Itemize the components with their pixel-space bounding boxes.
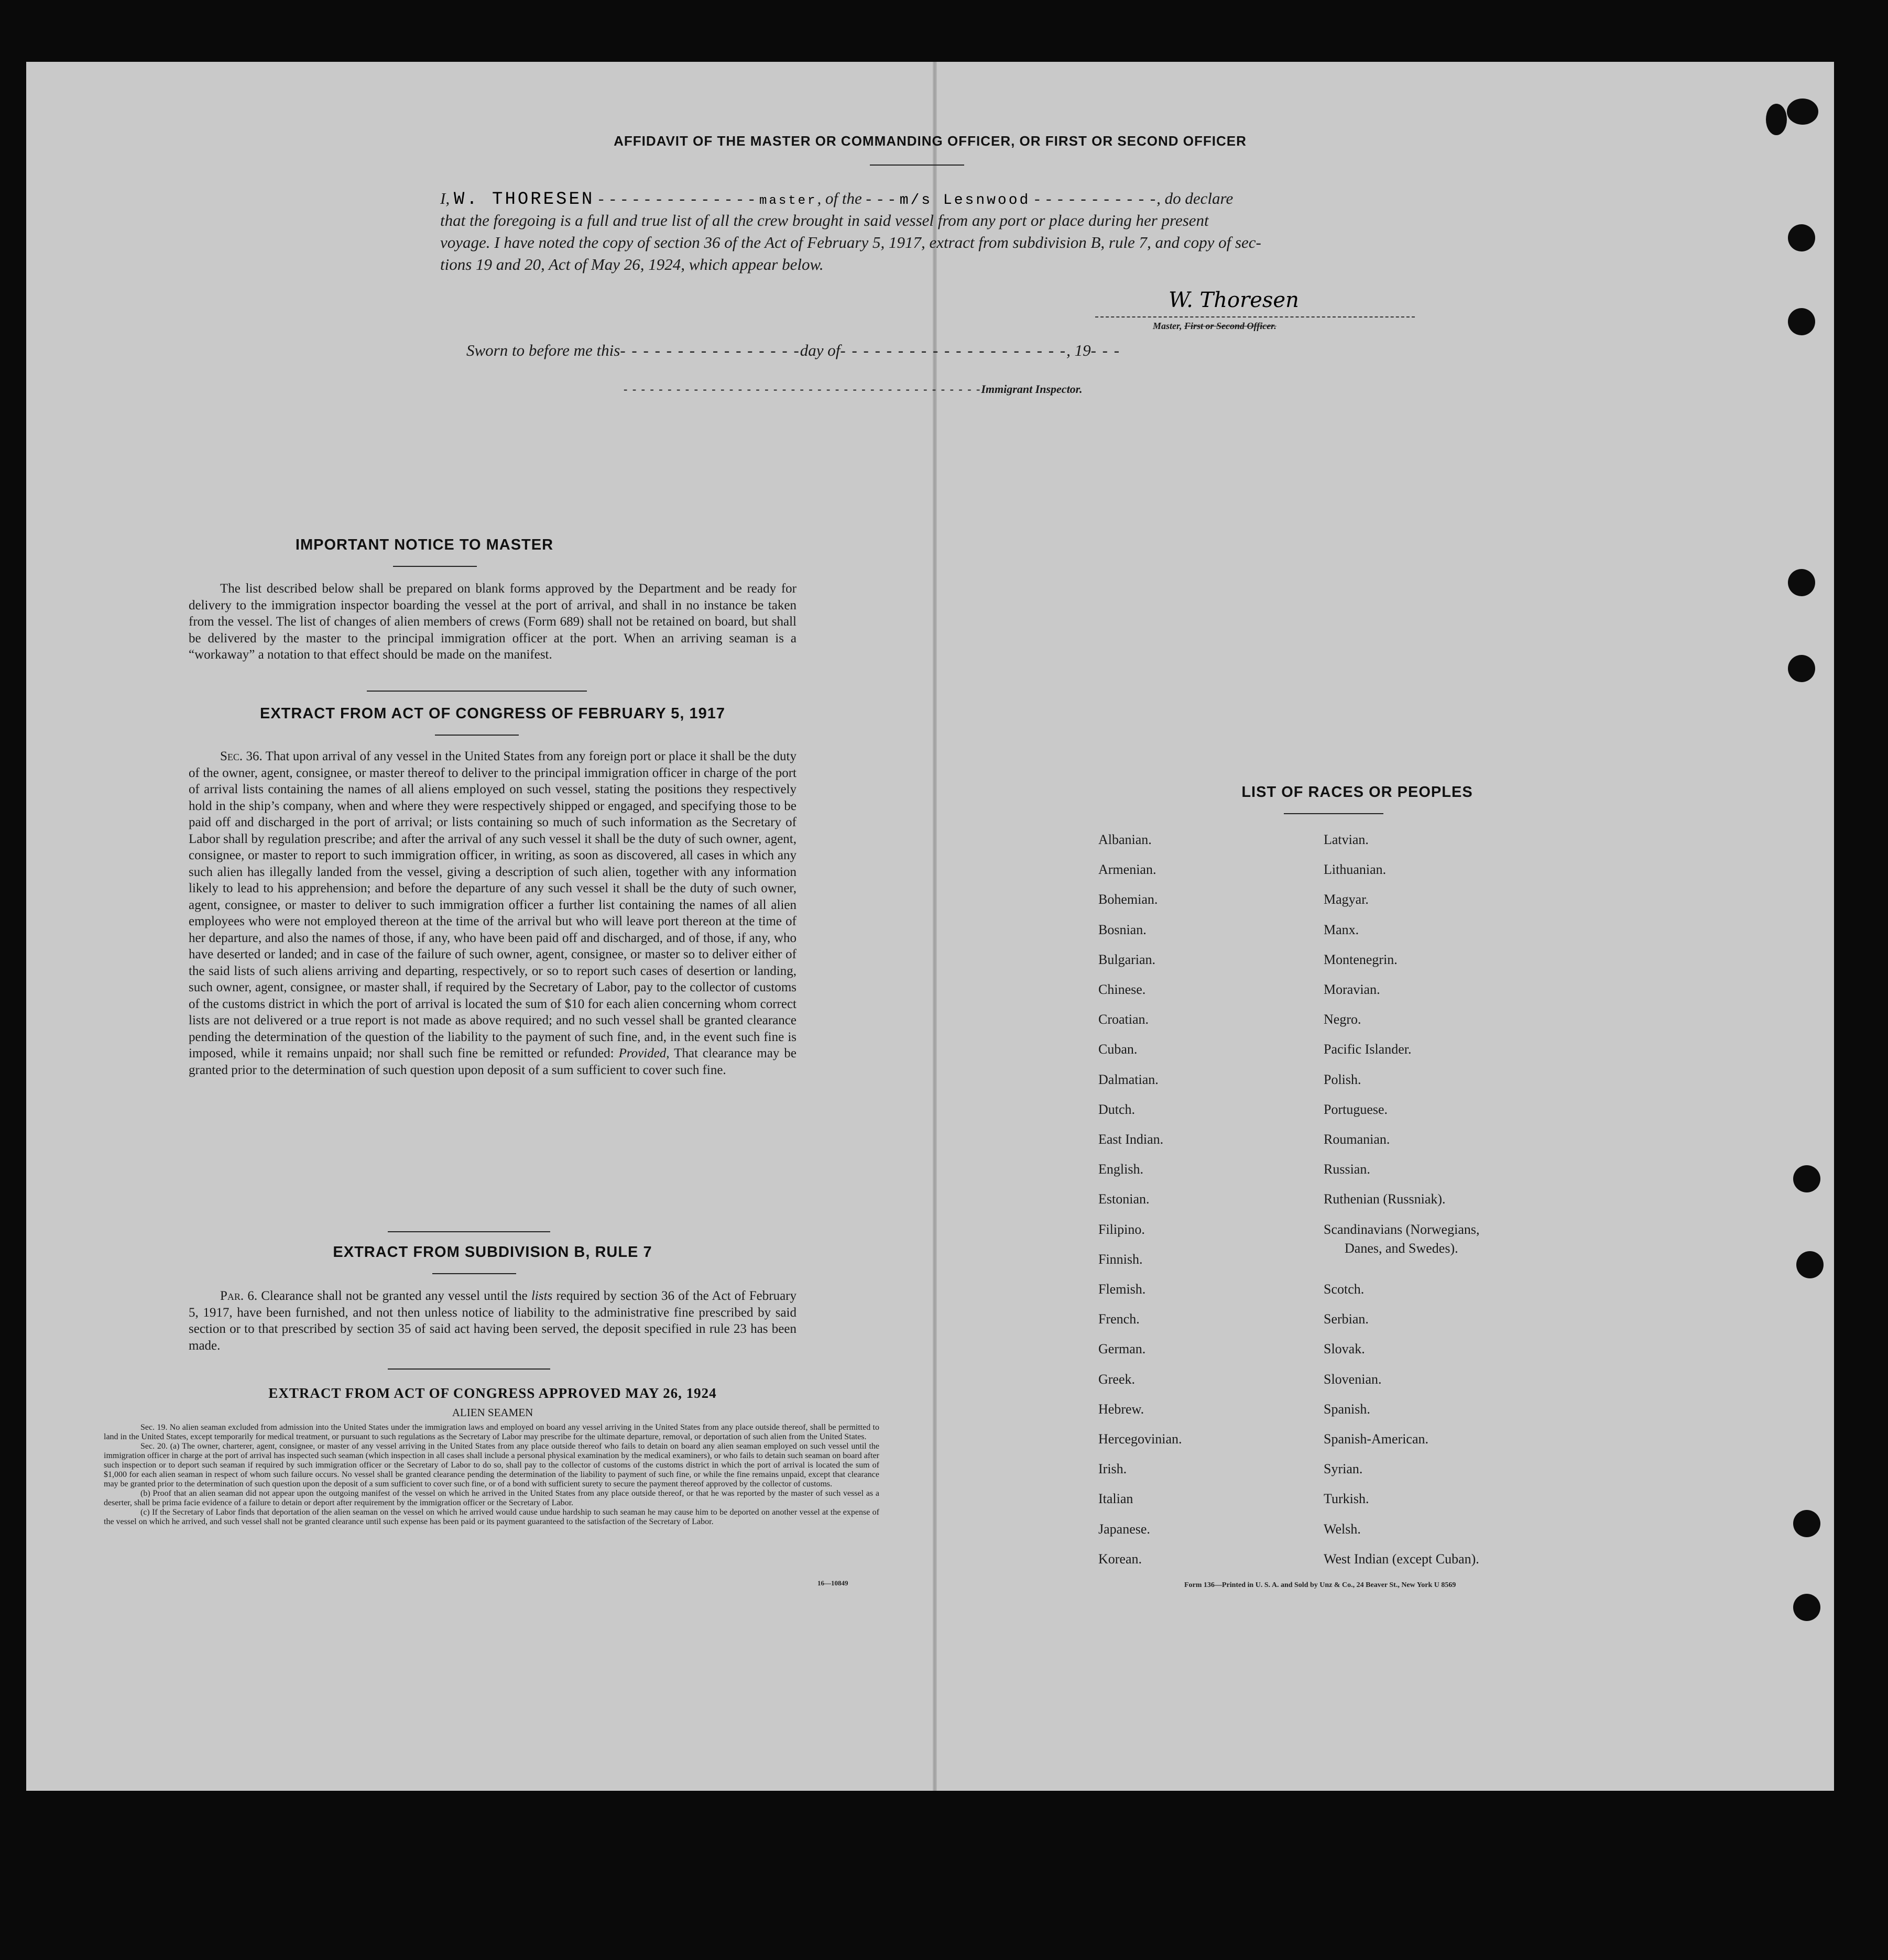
- par-6-label: Par. 6.: [220, 1289, 258, 1303]
- crew-member-name: W. THORESEN: [453, 190, 595, 210]
- race-item: Scotch.: [1324, 1282, 1365, 1297]
- race-item: Magyar.: [1324, 892, 1369, 907]
- race-item: Hercegovinian.: [1098, 1431, 1182, 1447]
- vessel-name: m/s Lesnwood: [899, 192, 1031, 209]
- affidavit-title: AFFIDAVIT OF THE MASTER OR COMMANDING OFFICER, OR FIRST OR SECOND OFFICER: [614, 133, 1247, 149]
- master-signature: W. Thoresen: [1169, 288, 1299, 312]
- punch-hole: [1796, 1251, 1824, 1278]
- race-item: Serbian.: [1324, 1311, 1369, 1327]
- of-the-label: , of the: [817, 189, 862, 207]
- race-item: English.: [1098, 1162, 1143, 1177]
- race-item: German.: [1098, 1341, 1146, 1356]
- provided-body: That clearance may be granted prior to the determination of such question upon deposit of a sum sufficient to cover such fine.: [189, 1046, 796, 1077]
- declaration-line-2: that the foregoing is a full and true list of all the crew brought in said vessel from any port or place during her present: [440, 211, 1209, 229]
- do-declare-label: , do declare: [1156, 189, 1234, 207]
- extract-1917-title: EXTRACT FROM ACT OF CONGRESS OF FEBRUARY 5, 1917: [259, 705, 726, 722]
- form-code: 16—10849: [817, 1579, 848, 1587]
- notice-title: IMPORTANT NOTICE TO MASTER: [295, 536, 554, 553]
- sworn-line: Sworn to before me this- - - - - - - - - - - - - - - -day of- - - - - - - - - - - - - - - - - - - -, 19- - -: [466, 341, 1121, 359]
- i-label: I,: [440, 189, 450, 207]
- race-item: French.: [1098, 1311, 1140, 1327]
- race-item: Flemish.: [1098, 1282, 1146, 1297]
- title-rule: [870, 165, 964, 166]
- declaration-line-4: tions 19 and 20, Act of May 26, 1924, which appear below.: [440, 255, 824, 273]
- race-item: Slovak.: [1324, 1341, 1365, 1356]
- punch-hole: [1788, 655, 1815, 682]
- signature-line: [1095, 316, 1415, 318]
- lists-word: lists: [531, 1289, 553, 1303]
- section-rule: [393, 566, 477, 567]
- blank-line: - - -: [866, 189, 896, 207]
- notice-text: The list described below shall be prepared on blank forms approved by the Department and be ready for delivery to the immigration inspector boarding the vessel at the port of arrival, and shall in no instance be taken from the vessel. The list of changes of alien members of crews (Form 689) shall not be retained on board, but shall be delivered by the master to the principal immigration officer at the port. When an arriving seaman is a “workaway” a notation to that effect should be made on the manifest.: [189, 582, 796, 662]
- punch-hole: [1793, 1165, 1820, 1192]
- race-item: East Indian.: [1098, 1132, 1164, 1147]
- punch-hole: [1766, 104, 1787, 135]
- race-item: Latvian.: [1324, 832, 1369, 847]
- signature-caption: [1153, 321, 1276, 332]
- sworn-day-label: day of: [800, 341, 841, 359]
- race-item: Hebrew.: [1098, 1401, 1144, 1417]
- race-item: Bosnian.: [1098, 922, 1147, 937]
- race-item: Lithuanian.: [1324, 862, 1387, 877]
- race-item: Dutch.: [1098, 1102, 1136, 1117]
- race-item: Ruthenian (Russniak).: [1324, 1191, 1446, 1207]
- races-title: LIST OF RACES OR PEOPLES: [1241, 784, 1473, 801]
- inspector-label: Immigrant Inspector.: [981, 382, 1083, 396]
- race-item: Polish.: [1324, 1072, 1361, 1087]
- race-item: West Indian (except Cuban).: [1324, 1551, 1479, 1567]
- punch-hole: [1788, 569, 1815, 596]
- sworn-prefix: Sworn to before me this: [466, 341, 620, 359]
- race-item: Italian: [1098, 1491, 1133, 1506]
- rule7-text: Par. 6. Clearance shall not be granted any vessel until the lists required by section 36 of the Act of February 5, 1917, have been furnished, and not then unless notice of liability to the administrative fine prescribed by said section or to that prescribed by section 35 of said act having been served, the deposit specified in rule 23 has been made.: [189, 1289, 797, 1353]
- race-item: Turkish.: [1324, 1491, 1369, 1506]
- punch-hole: [1793, 1510, 1820, 1537]
- sworn-year-label: , 19: [1066, 341, 1091, 359]
- race-item: Bulgarian.: [1098, 952, 1156, 967]
- race-item: Finnish.: [1098, 1252, 1143, 1267]
- race-item: Scandinavians (Norwegians,: [1324, 1222, 1480, 1237]
- sec-19-text: Sec. 19. No alien seaman excluded from admission into the United States under the immigration laws and employed on board any vessel arriving in the United States from any place outside thereof, shall be permitted to land in the United States, except temporarily for medical treatment, or pursuant to such regulations as the Secretary of Labor may prescribe for the ultimate departure, removal, or deportation of such alien from the United States.: [104, 1423, 879, 1441]
- page-seam: [933, 62, 937, 1791]
- sec-20a-text: Sec. 20. (a) The owner, charterer, agent, consignee, or master of any vessel arriving in the United States from any place outside thereof who fails to detain on board any alien seaman employed on such vessel until the immigration officer in charge at the port of arrival has inspected such seaman (which inspection in all cases shall include a personal physical examination by the medical examiners), or who fails to detain such seaman on board after such inspection or to deport such seaman if required by such immigration officer or the Secretary of Labor to do so, shall pay to the collector of customs of the customs district in which the port of arrival is located the sum of $1,000 for each alien seaman in respect of whom such failure occurs. No vessel shall be granted clearance pending the determination of the liability to payment of such fine, or while the fine remains unpaid, except that clearance may be granted prior to the determination of such question upon the deposit of a sum sufficient to cover such fine, or of a bond with sufficient surety to secure the payment thereof approved by the collector of customs.: [104, 1442, 879, 1488]
- rule7-title: EXTRACT FROM SUBDIVISION B, RULE 7: [333, 1244, 652, 1261]
- race-item: Filipino.: [1098, 1222, 1145, 1237]
- race-item: Negro.: [1324, 1012, 1361, 1027]
- race-item: Greek.: [1098, 1372, 1136, 1387]
- race-item: Spanish-American.: [1324, 1431, 1429, 1447]
- race-item: Estonian.: [1098, 1191, 1150, 1207]
- race-item: Russian.: [1324, 1162, 1370, 1177]
- declaration-line-3: voyage. I have noted the copy of section 36 of the Act of February 5, 1917, extract from subdivision B, rule 7, and copy of sec-: [440, 233, 1261, 251]
- race-item: Croatian.: [1098, 1012, 1149, 1027]
- race-item: Cuban.: [1098, 1042, 1138, 1057]
- race-item: Pacific Islander.: [1324, 1042, 1412, 1057]
- race-item: Japanese.: [1098, 1521, 1150, 1537]
- race-item: Albanian.: [1098, 832, 1152, 847]
- punch-hole: [1793, 1594, 1820, 1621]
- race-item: Welsh.: [1324, 1521, 1361, 1537]
- struck-officer-label: First or Second Officer.: [1184, 321, 1276, 331]
- sec-20b-text: (b) Proof that an alien seaman did not appear upon the outgoing manifest of the vessel on which he arrived in the United States from any place outside thereof, or that he was reported by the master of such vessel as a deserter, shall be prima facie evidence of a failure to detain or deport after requirement by the immigration officer or the Secretary of Labor.: [104, 1489, 879, 1507]
- declaration-line-1: [440, 188, 1446, 212]
- rank-entry: master: [759, 194, 817, 208]
- extract-1924-title: EXTRACT FROM ACT OF CONGRESS APPROVED MAY 26, 1924: [268, 1385, 717, 1401]
- race-item: Manx.: [1324, 922, 1359, 937]
- inspector-line: - - - - - - - - - - - - - - - - - - - - - - - - - - - - - - - - - - - - - - - - -Immigrant Inspector.: [624, 382, 1083, 396]
- race-item: Roumanian.: [1324, 1132, 1390, 1147]
- master-label: Master,: [1153, 321, 1182, 331]
- punch-hole: [1787, 98, 1818, 125]
- sec-36-label: Sec. 36.: [220, 749, 263, 763]
- race-item: Syrian.: [1324, 1461, 1363, 1476]
- race-item: Bohemian.: [1098, 892, 1158, 907]
- blank-line: - - - - - - - - - - -: [1034, 189, 1157, 207]
- document-page: [26, 62, 1834, 1791]
- punch-hole: [1788, 224, 1815, 251]
- section-rule: [388, 1231, 550, 1232]
- form-printer-footer: Form 136—Printed in U. S. A. and Sold by Unz & Co., 24 Beaver St., New York U 8569: [1184, 1581, 1456, 1589]
- race-item: Moravian.: [1324, 982, 1380, 997]
- race-item: Chinese.: [1098, 982, 1146, 997]
- section-rule: [388, 1368, 550, 1370]
- extract-1917-text: [189, 748, 796, 1078]
- section-rule: [435, 735, 519, 736]
- race-item: Irish.: [1098, 1461, 1127, 1476]
- section-rule: [432, 1273, 516, 1274]
- race-item: Montenegrin.: [1324, 952, 1398, 967]
- race-item: Danes, and Swedes).: [1345, 1241, 1458, 1256]
- race-item: Portuguese.: [1324, 1102, 1388, 1117]
- alien-seamen-subtitle: ALIEN SEAMEN: [452, 1406, 533, 1419]
- sec-36-body: That upon arrival of any vessel in the United States from any foreign port or place it shall be the duty of the owner, agent, consignee, or master thereof to deliver to the principal immigration officer in charge of the port of arrival lists containing the names of all aliens employed on such vessel, stating the positions they respectively hold in the ship’s company, when and where they were respectively shipped or engaged, and specifying those to be paid off and discharged in the port of arrival; or lists containing so much of such information as the Secretary of Labor shall by regulation prescribe; and after the arrival of any such vessel it shall be the duty of such owner, agent, consignee, or master to report to such immigration officer, in writing, as soon as discovered, all cases in which any such alien has illegally landed from the vessel, giving a description of such alien, together with any information likely to lead to his apprehension; and before the departure of any such vessel it shall be the duty of such owner, agent, consignee, or master to deliver to such immigration officer a further list containing the names of all alien employees who were not employed thereon at the time of the arrival but who will leave port thereon at the time of her departure, and also the names of those, if any, who have been paid off and discharged, and of those, if any, who have deserted or landed; and in case of the failure of such owner, agent, consignee, or master so to deliver either of the said lists of such aliens arriving and departing, respectively, or so to report such cases of desertion or landing, such owner, agent, consignee, or master shall, if required by the Secretary of Labor, pay to the collector of customs of the customs district in which the port of arrival is located the sum of $10 for each alien concerning whom correct lists are not delivered or a true report is not made as above required; and no such vessel shall be granted clearance pending the determination of the question of the liability to the payment of such fine, and, in the event such fine is imposed, while it remains unpaid; nor shall such fine be remitted or refunded:: [189, 749, 796, 1060]
- blank-line: - - - - - - - - - - - - - -: [598, 189, 756, 207]
- provided-label: Provided,: [618, 1046, 670, 1060]
- race-item: Korean.: [1098, 1551, 1142, 1567]
- punch-hole: [1788, 308, 1815, 335]
- section-rule: [367, 691, 587, 692]
- race-item: Armenian.: [1098, 862, 1156, 877]
- race-item: Dalmatian.: [1098, 1072, 1159, 1087]
- sec-20c-text: (c) If the Secretary of Labor finds that deportation of the alien seaman on the vessel on which he arrived would cause undue hardship to such seaman he may cause him to be deported on another vessel at the expense of the vessel on which he arrived, and such vessel shall not be granted clearance until such expense has been paid or its payment guaranteed to the satisfaction of the Secretary of Labor.: [104, 1508, 879, 1526]
- race-item: Spanish.: [1324, 1401, 1370, 1417]
- race-item: Slovenian.: [1324, 1372, 1382, 1387]
- section-rule: [1284, 813, 1383, 814]
- extract-1924-text: [104, 1423, 879, 1527]
